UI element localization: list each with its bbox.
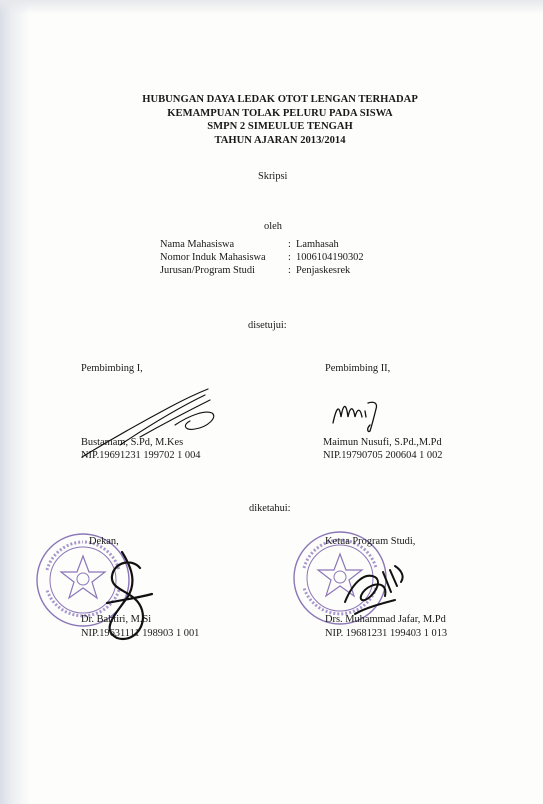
student-name-row xyxy=(160,239,364,252)
advisor2-name: Maimun Nusufi, S.Pd.,M.Pd xyxy=(323,437,442,448)
separator: : xyxy=(288,251,291,263)
advisor2-signature xyxy=(330,395,390,435)
student-info xyxy=(160,239,364,277)
title-line-1: HUBUNGAN DAYA LEDAK OTOT LENGAN TERHADAP xyxy=(142,94,418,105)
title-line-3: SMPN 2 SIMEULUE TENGAH xyxy=(207,121,353,133)
head-name: Drs. Muhammad Jafar, M.Pd xyxy=(325,614,446,625)
approved-label: disetujui: xyxy=(248,320,287,331)
document-title xyxy=(90,93,470,147)
dean-name: Dr. Bahtiri, M.Si xyxy=(81,614,152,625)
head-role: Ketua Program Studi, xyxy=(325,536,416,547)
student-nim-row xyxy=(160,252,364,265)
student-program-value: Penjaskesrek xyxy=(296,264,351,276)
separator: : xyxy=(288,264,291,276)
student-name-label: Nama Mahasiswa xyxy=(160,239,235,250)
head-nip: NIP. 19681231 199403 1 013 xyxy=(325,628,448,639)
student-nim-value: 1006104190302 xyxy=(296,251,364,263)
scan-top-shadow xyxy=(0,0,543,14)
title-line-4: TAHUN AJARAN 2013/2014 xyxy=(214,134,346,146)
advisor1-nip: NIP.19691231 199702 1 004 xyxy=(81,450,201,461)
advisor1-role: Pembimbing I, xyxy=(81,363,143,374)
title-line-2: KEMAMPUAN TOLAK PELURU PADA SISWA xyxy=(167,107,393,119)
student-name-value: Lamhasah xyxy=(296,239,339,250)
by-label: oleh xyxy=(264,221,282,232)
dean-nip: NIP.19631111 198903 1 001 xyxy=(81,628,200,639)
advisor1-signature xyxy=(80,385,230,460)
advisor2-role: Pembimbing II, xyxy=(325,363,391,374)
student-program-label: Jurusan/Program Studi xyxy=(160,264,255,276)
scan-edge-shadow xyxy=(0,0,30,804)
student-program-row xyxy=(160,265,364,278)
separator: : xyxy=(288,239,291,250)
advisor1-name: Bustamam, S.Pd, M.Kes xyxy=(81,437,184,448)
dean-role: Dekan, xyxy=(89,536,119,547)
advisor2-nip: NIP.19790705 200604 1 002 xyxy=(323,450,443,461)
student-nim-label: Nomor Induk Mahasiswa xyxy=(160,251,266,263)
document-type: Skripsi xyxy=(258,171,288,182)
head-signature xyxy=(335,552,415,622)
acknowledged-label: diketahui: xyxy=(249,503,291,514)
